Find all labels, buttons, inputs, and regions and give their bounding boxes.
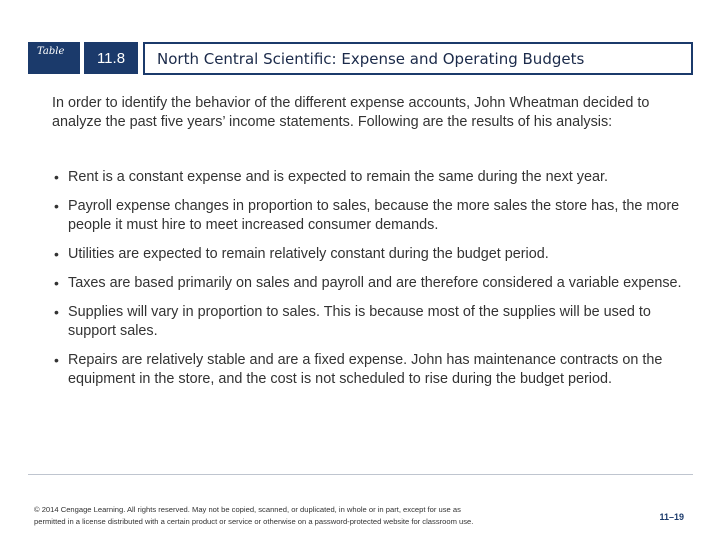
page-number: 11–19 [659, 512, 684, 522]
intro-paragraph: In order to identify the behavior of the different expense accounts, John Wheatman decided to analyze the past five years’ income statements. Following are the results of his analysis: [52, 95, 650, 130]
bullet-item [52, 303, 692, 341]
bullet-text: Rent is a constant expense and is expected to remain the same during the next year. [68, 169, 608, 185]
bullet-item [52, 274, 692, 293]
bullet-item [52, 351, 692, 389]
copyright-line: permitted in a license distributed with a certain product or service or otherwise on a password-protected website for classroom use. [34, 517, 474, 526]
bullet-icon: • [54, 275, 59, 291]
copyright-line: © 2014 Cengage Learning. All rights reserved. May not be copied, scanned, or duplicated, in whole or in part, except for use as [34, 505, 461, 514]
bullet-icon: • [54, 198, 59, 214]
table-tag [28, 42, 80, 74]
page-title: North Central Scientific: Expense and Operating Budgets [157, 49, 585, 68]
title-box [143, 42, 693, 75]
bullet-item [52, 197, 692, 235]
table-number [84, 42, 138, 74]
table-tag-label: Table [37, 46, 65, 57]
bullet-text: Utilities are expected to remain relatively constant during the budget period. [68, 246, 549, 262]
footer-divider [28, 474, 693, 475]
bullet-list [52, 168, 692, 399]
bullet-text: Payroll expense changes in proportion to sales, because the more sales the store has, the more people it must hire to meet increased consumer demands. [68, 198, 680, 233]
bullet-icon: • [54, 246, 59, 262]
bullet-item [52, 245, 692, 264]
bullet-icon: • [54, 304, 59, 320]
copyright-notice [34, 504, 594, 528]
bullet-icon: • [54, 352, 59, 368]
bullet-icon: • [54, 169, 59, 185]
table-number-text: 11.8 [96, 49, 126, 67]
bullet-text: Taxes are based primarily on sales and payroll and are therefore considered a variable expense. [68, 275, 682, 291]
bullet-text: Supplies will vary in proportion to sales. This is because most of the supplies will be used to support sales. [68, 304, 651, 339]
bullet-text: Repairs are relatively stable and are a fixed expense. John has maintenance contracts on the equipment in the store, and the cost is not scheduled to rise during the budget period. [68, 352, 663, 387]
bullet-item [52, 168, 692, 187]
